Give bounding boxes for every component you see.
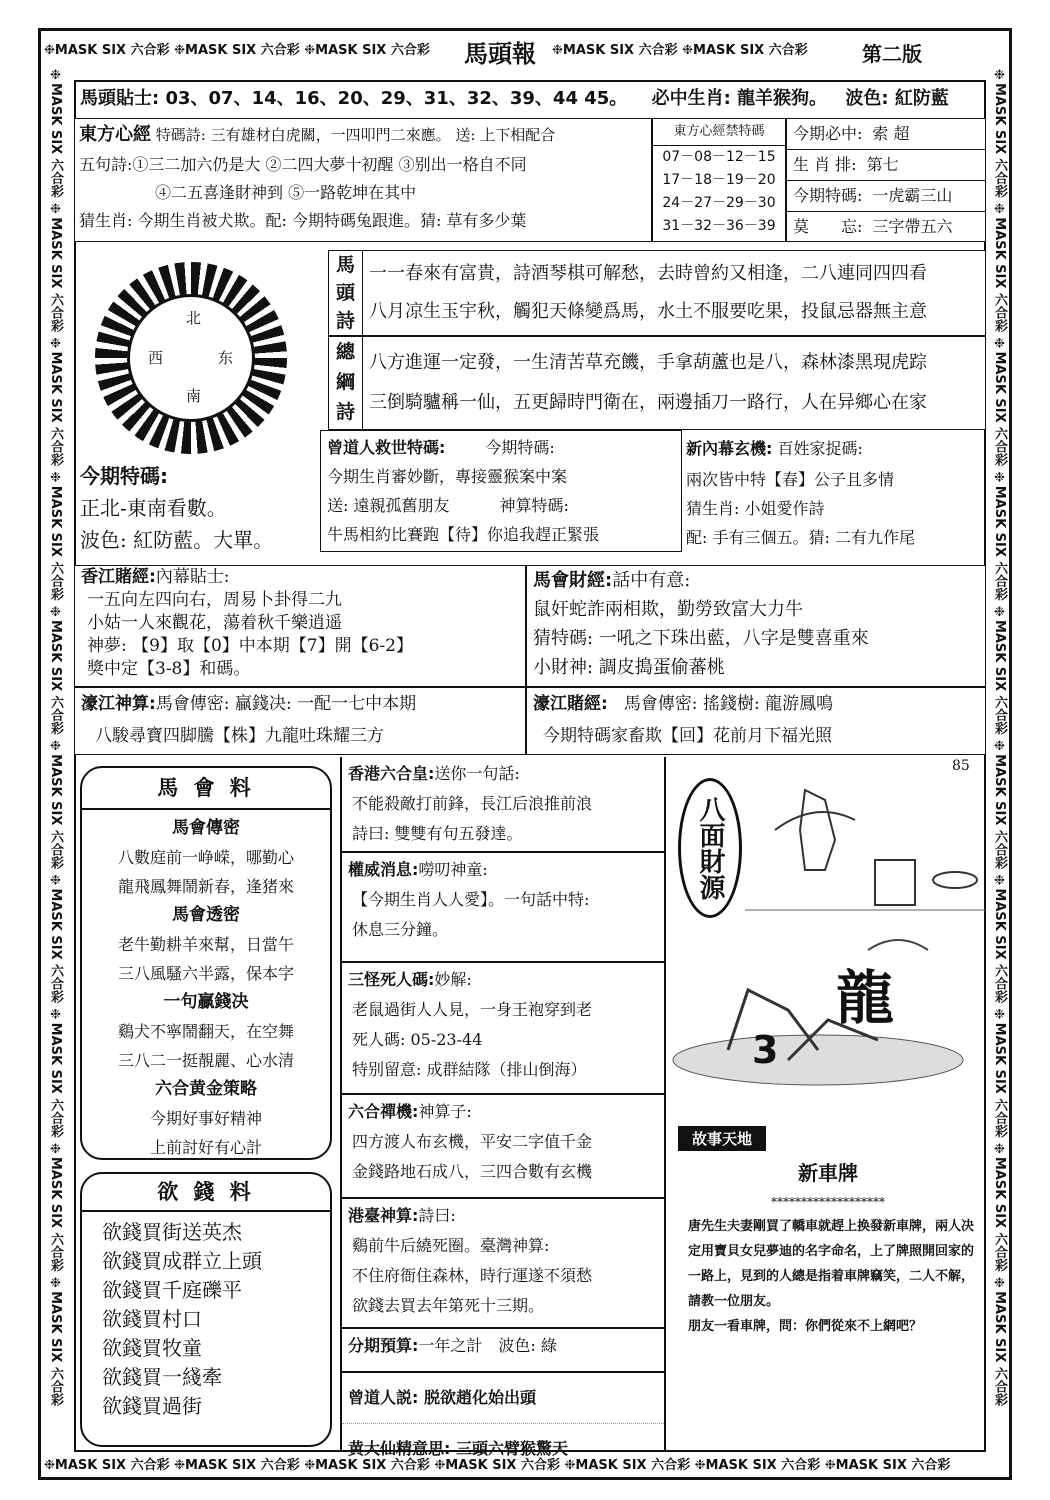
mid-section (342, 757, 664, 853)
mid-header (348, 965, 658, 995)
banned-row: 17－18－19－20 (662, 172, 776, 188)
top-tips (80, 84, 949, 114)
hjs-sub: 馬會傳密: 贏錢决: 一配一七中本期 (155, 694, 417, 714)
dongfang-title: 東方心經 (79, 124, 151, 145)
mid-line: 欲錢去買去年第死十三期。 (352, 1296, 545, 1315)
neimu-sub: 百姓家捉碼: (777, 439, 863, 458)
mahui-liao-line: 三八二一挺靚麗、心水清 (117, 1051, 294, 1070)
dragon-character: 龍 (836, 964, 895, 1032)
yuqian-line: 欲錢買一綫牽 (102, 1365, 222, 1389)
bamian-logo: 八面財源 (678, 778, 742, 918)
yuqian-line: 欲錢買千庭礫平 (102, 1278, 242, 1302)
mid-title: 六合禪機: (348, 1102, 419, 1121)
mahui-liao-heading: 六合黄金策略 (155, 1079, 257, 1099)
mid-line: 休息三分鐘。 (352, 920, 449, 939)
banned-row: 07－08－12－15 (662, 149, 776, 165)
yuqian-line: 欲錢買村口 (102, 1307, 202, 1331)
zengdao-line: 送: 遠親孤舊朋友 (327, 496, 450, 515)
xiangjiang-title: 香江賭經: (81, 567, 156, 587)
poem-line: 八月凉生玉宇秋，觸犯天條變爲馬，水土不服要吃果，投鼠忌器無主意 (369, 301, 927, 322)
zengdao-line: 神算特碼: (499, 496, 569, 515)
horse-poem (328, 250, 986, 336)
story-title: 新車牌 (798, 1161, 858, 1185)
xiangjiang-line: 一五向左四向右，周易卜卦得二九 (87, 590, 342, 610)
compass-east: 东 (218, 349, 234, 367)
neimu-section (686, 434, 915, 552)
mid-section (342, 1199, 664, 1329)
yuqian-title: 欲 錢 料 (82, 1174, 330, 1212)
mahui-liao-title: 馬 會 料 (82, 768, 330, 810)
dongfang-section (74, 118, 652, 242)
mid-title: 分期預算: (348, 1336, 419, 1355)
middle-column (340, 757, 666, 1458)
page-number: 85 (952, 758, 970, 774)
mid-section (342, 853, 664, 963)
yuqian-line: 欲錢買牧童 (102, 1336, 202, 1360)
mid-line: 金錢路地石成八，三四合數有玄機 (352, 1162, 593, 1181)
info-value: 一虎霸三山 (872, 186, 953, 205)
zengdao-title: 曾道人救世特碼: (327, 438, 446, 457)
mid-sub: 送你一句話: (434, 764, 520, 783)
hjs-title: 濠江神算: (81, 694, 156, 714)
mahui-cai-sub: 話中有意: (612, 570, 691, 591)
border-strip-top-middle: ❉MASK SIX 六合彩 ❉MASK SIX 六合彩 (552, 43, 808, 58)
poem-line: 八方進運一定發，一生清苦草充饑，手拿葫蘆也是八，森林漆黑現虎踪 (369, 352, 927, 373)
mid-line: 不住府衙住森林，時行運遂不須愁 (352, 1266, 593, 1285)
xiangjiang-line: 小姑一人來觀花，蕩着秋千樂逍遥 (87, 613, 342, 633)
hjd-title: 濠江賭經: (533, 694, 608, 714)
info-key: 今期特碼: (793, 186, 863, 205)
mid-header (348, 1201, 658, 1231)
border-strip-bottom: ❉MASK SIX 六合彩 ❉MASK SIX 六合彩 ❉MASK SIX 六合彩 ❉MASK SIX 六合彩 ❉MASK SIX 六合彩 ❉MASK SIX 六合彩 ❉MASK SIX 六合彩 (44, 1458, 951, 1473)
mid-line: 不能殺敵打前鋒，長江后浪推前浪 (352, 794, 593, 813)
mahui-cai-line: 鼠奸蛇詐兩相欺，勤勞致富大力牛 (533, 599, 803, 620)
label: 馬 (335, 254, 355, 276)
color-label: 波色: (845, 88, 889, 109)
masthead-title: 馬頭報 (458, 34, 542, 69)
mid-sub: 一年之計 波色: 綠 (418, 1336, 557, 1355)
special-code (80, 460, 273, 556)
mid-title: 權威消息: (348, 860, 419, 879)
zengdao-sub: 今期特碼: (485, 438, 555, 457)
special-title: 今期特碼: (80, 464, 168, 488)
story-divider: ******************* (771, 1195, 885, 1209)
mid-sub: 詩曰: (418, 1206, 456, 1225)
mid-sub: 妙解: (434, 970, 472, 989)
mid-line: 詩曰: 雙雙有句五發達。 (352, 824, 523, 843)
mid-line: 特别留意: 成群結隊（排山倒海） (352, 1060, 587, 1079)
xiangjiang-sub: 內幕貼士: (155, 567, 230, 587)
banned-row: 31－32－36－39 (662, 218, 776, 234)
mid-title: 三怪死人碼: (348, 970, 435, 989)
info-key: 莫 忘: (793, 217, 863, 236)
mid-title: 香港六合皇: (348, 764, 435, 783)
mahui-liao-heading: 一句贏錢决 (163, 992, 249, 1012)
banned-numbers (652, 118, 786, 242)
mahui-cai-line: 小財神: 調皮搗蛋偷蕃桃 (533, 657, 725, 678)
neimu-title: 新內幕玄機: (686, 439, 773, 458)
label: 頭 (335, 282, 355, 304)
mahui-liao-line: 上前討好有心計 (149, 1138, 262, 1157)
dongfang-poem: 特碼詩: 三有雄材白虎關，一四叩門二來應。 送: 上下相配合 (155, 126, 556, 144)
huangdaxian: 黄大仙精意思: 三頭六臂猴驚天 (348, 1439, 568, 1458)
mid-header (348, 855, 658, 885)
info-row (787, 150, 985, 181)
edition-label: 第二版 (856, 38, 928, 67)
banned-row: 24－27－29－30 (662, 195, 776, 211)
mahui-liao-line: 今期好事好精神 (149, 1109, 262, 1128)
mid-header (348, 1331, 658, 1361)
label: 綱 (335, 371, 355, 393)
mid-title: 港臺神算: (348, 1206, 419, 1225)
mahui-liao-line: 龍飛鳳舞鬧新春，逢猪來 (117, 877, 294, 896)
yuqian-line: 欲錢買街送英杰 (102, 1220, 242, 1244)
mahui-liao-line: 八數庭前一峥嵘，哪勤心 (117, 848, 294, 867)
mid-line: 死人碼: 05-23-44 (352, 1030, 483, 1049)
mahui-liao-line: 鷄犬不寧鬧翻天，在空舞 (117, 1022, 294, 1041)
info-row (787, 212, 985, 242)
neimu-line: 兩次皆中特【春】公子且多情 (686, 470, 895, 489)
yuqian-line: 欲錢買成群立上頭 (102, 1249, 262, 1273)
zengdao-section (320, 430, 682, 552)
guess-line: 猜生肖: 今期生肖被犬欺。配: 今期特碼兔跟進。猜: 草有多少葉 (79, 211, 527, 230)
tips-label: 馬頭貼士: (80, 88, 160, 109)
zengdao-say: 曾道人説: 脱欲趙化始出頭 (342, 1373, 664, 1424)
zodiac-label: 必中生肖: (651, 88, 731, 109)
yuqian-box (80, 1172, 332, 1447)
xiangjiang-line: 神夢: 【9】取【0】中本期【7】開【6-2】 (87, 636, 413, 656)
mid-sub: 嘮叨神童: (418, 860, 488, 879)
label: 詩 (335, 310, 355, 332)
story-paragraph: 唐先生夫妻剛買了轎車就趕上换發新車牌，兩人决定用寶貝女兒夢迪的名字命名，上了牌照開回家的一路上，見到的人總是指着車牌竊笑，二人不解，請教一位朋友。 (688, 1219, 975, 1309)
five-line-2: ④二五喜逢財神到 ⑤一路乾坤在其中 (155, 183, 417, 202)
zengdao-line: 牛馬相約比賽跑【待】你追我趕正緊張 (327, 525, 600, 544)
info-value: 索 超 (872, 124, 910, 143)
mid-line: 鷄前牛后繞死圈。臺灣神算: (352, 1236, 550, 1255)
special-line: 波色: 紅防藍。大單。 (80, 528, 274, 552)
info-key: 生 肖 排: (793, 155, 857, 174)
neimu-line: 配: 手有三個五。猜: 二有九作尾 (686, 528, 915, 547)
haojiang-du-section (526, 687, 986, 755)
hjs-line: 八駿尋寶四脚騰【株】九龍吐珠耀三方 (95, 726, 384, 746)
color-value: 紅防藍 (894, 88, 949, 109)
mid-header (348, 759, 658, 789)
mid-line: 四方渡人布玄機，平安二字值千金 (352, 1132, 593, 1151)
compass-south: 南 (186, 387, 202, 405)
mahui-liao-heading: 馬會透密 (172, 905, 240, 925)
banned-title: 東方心經禁特碼 (653, 119, 785, 146)
mahui-cai-line: 猜特碼: 一吼之下珠出藍，八字是雙喜重來 (533, 628, 869, 649)
mid-line: 老鼠過街人人見，一身王袍穿到老 (352, 1000, 593, 1019)
mahui-liao-box (80, 766, 332, 1160)
mid-section (342, 1329, 664, 1373)
mid-header (348, 1097, 658, 1127)
mahui-liao-heading: 馬會傳密 (172, 818, 240, 838)
special-line: 正北-東南看數。 (80, 496, 227, 520)
info-value: 第七 (866, 155, 899, 174)
info-value: 三字帶五六 (872, 217, 953, 236)
border-strip-top-left: ❉MASK SIX 六合彩 ❉MASK SIX 六合彩 ❉MASK SIX 六合彩 (44, 43, 430, 58)
mahui-cai-section (526, 565, 986, 687)
compass-west: 西 (148, 349, 164, 367)
mid-section (342, 1095, 664, 1199)
mid-line: 【今期生肖人人愛】。一句話中特: (352, 890, 590, 909)
story-paragraph: 朋友一看車牌，問：你們從來不上網吧？ (688, 1319, 923, 1334)
general-poem (328, 336, 986, 430)
mahui-liao-line: 三八風騷六半露，保本字 (117, 964, 294, 983)
xiangjiang-section (74, 565, 526, 687)
mid-sub: 神算子: (418, 1102, 472, 1121)
mahui-liao-line: 老牛勤耕羊來幫，日當午 (117, 935, 294, 954)
border-strip-left: ❉MASK SIX 六合彩 ❉MASK SIX 六合彩 ❉MASK SIX 六合彩 ❉MASK SIX 六合彩 ❉MASK SIX 六合彩 ❉MASK SIX 六合彩 ❉MASK SIX 六合彩 ❉MASK SIX 六合彩 ❉MASK SIX 六合彩 ❉MASK SIX 六合彩 (48, 68, 63, 1406)
right-info (786, 118, 986, 242)
dogs-illustration (668, 930, 978, 1100)
compass-north: 北 (186, 309, 202, 327)
neimu-line: 猜生肖: 小姐愛作詩 (686, 499, 825, 518)
farmer-illustration (745, 770, 985, 920)
label: 總 (335, 341, 355, 363)
compass-graphic (95, 262, 287, 454)
tips-numbers: 03、07、14、16、20、29、31、32、39、44 45。 (165, 88, 628, 109)
mid-section (342, 963, 664, 1095)
info-row (787, 119, 985, 150)
info-key: 今期必中: (793, 124, 863, 143)
info-row (787, 181, 985, 212)
mahui-cai-title: 馬會財經: (533, 570, 613, 591)
hjd-sub: 馬會傳密: 搖錢樹: 龍游鳳鳴 (623, 694, 834, 714)
zengdao-line: 今期生肖審妙斷，專接靈猴案中案 (327, 467, 568, 486)
label: 詩 (335, 401, 355, 423)
poem-line: 一一春來有富貴，詩酒琴棋可解愁，去時曾約又相逢，二八連同四四看 (369, 263, 927, 284)
border-strip-right: ❉MASK SIX 六合彩 ❉MASK SIX 六合彩 ❉MASK SIX 六合彩 ❉MASK SIX 六合彩 ❉MASK SIX 六合彩 ❉MASK SIX 六合彩 ❉MASK SIX 六合彩 ❉MASK SIX 六合彩 ❉MASK SIX 六合彩 ❉MASK SIX 六合彩 (992, 68, 1007, 1406)
five-label: 五句詩: (79, 155, 133, 174)
illustration-number: 3 (752, 1028, 779, 1072)
xiangjiang-line: 獎中定【3-8】和碼。 (87, 659, 251, 679)
haojiang-shen-section (74, 687, 526, 755)
hjd-line: 今期特碼家畜欺【回】花前月下福光照 (543, 726, 832, 746)
poem-line: 三倒騎驢稱一仙，五更歸時門衛在，兩邊插刀一路行，人在异鄉心在家 (369, 392, 927, 413)
story-section-label: 故事天地 (678, 1126, 766, 1151)
five-line-1: ①三二加六仍是大 ②二四大夢十初醒 ③别出一格自不同 (132, 155, 527, 174)
yuqian-line: 欲錢買過街 (102, 1394, 202, 1418)
zodiac-value: 龍羊猴狗。 (737, 88, 828, 109)
